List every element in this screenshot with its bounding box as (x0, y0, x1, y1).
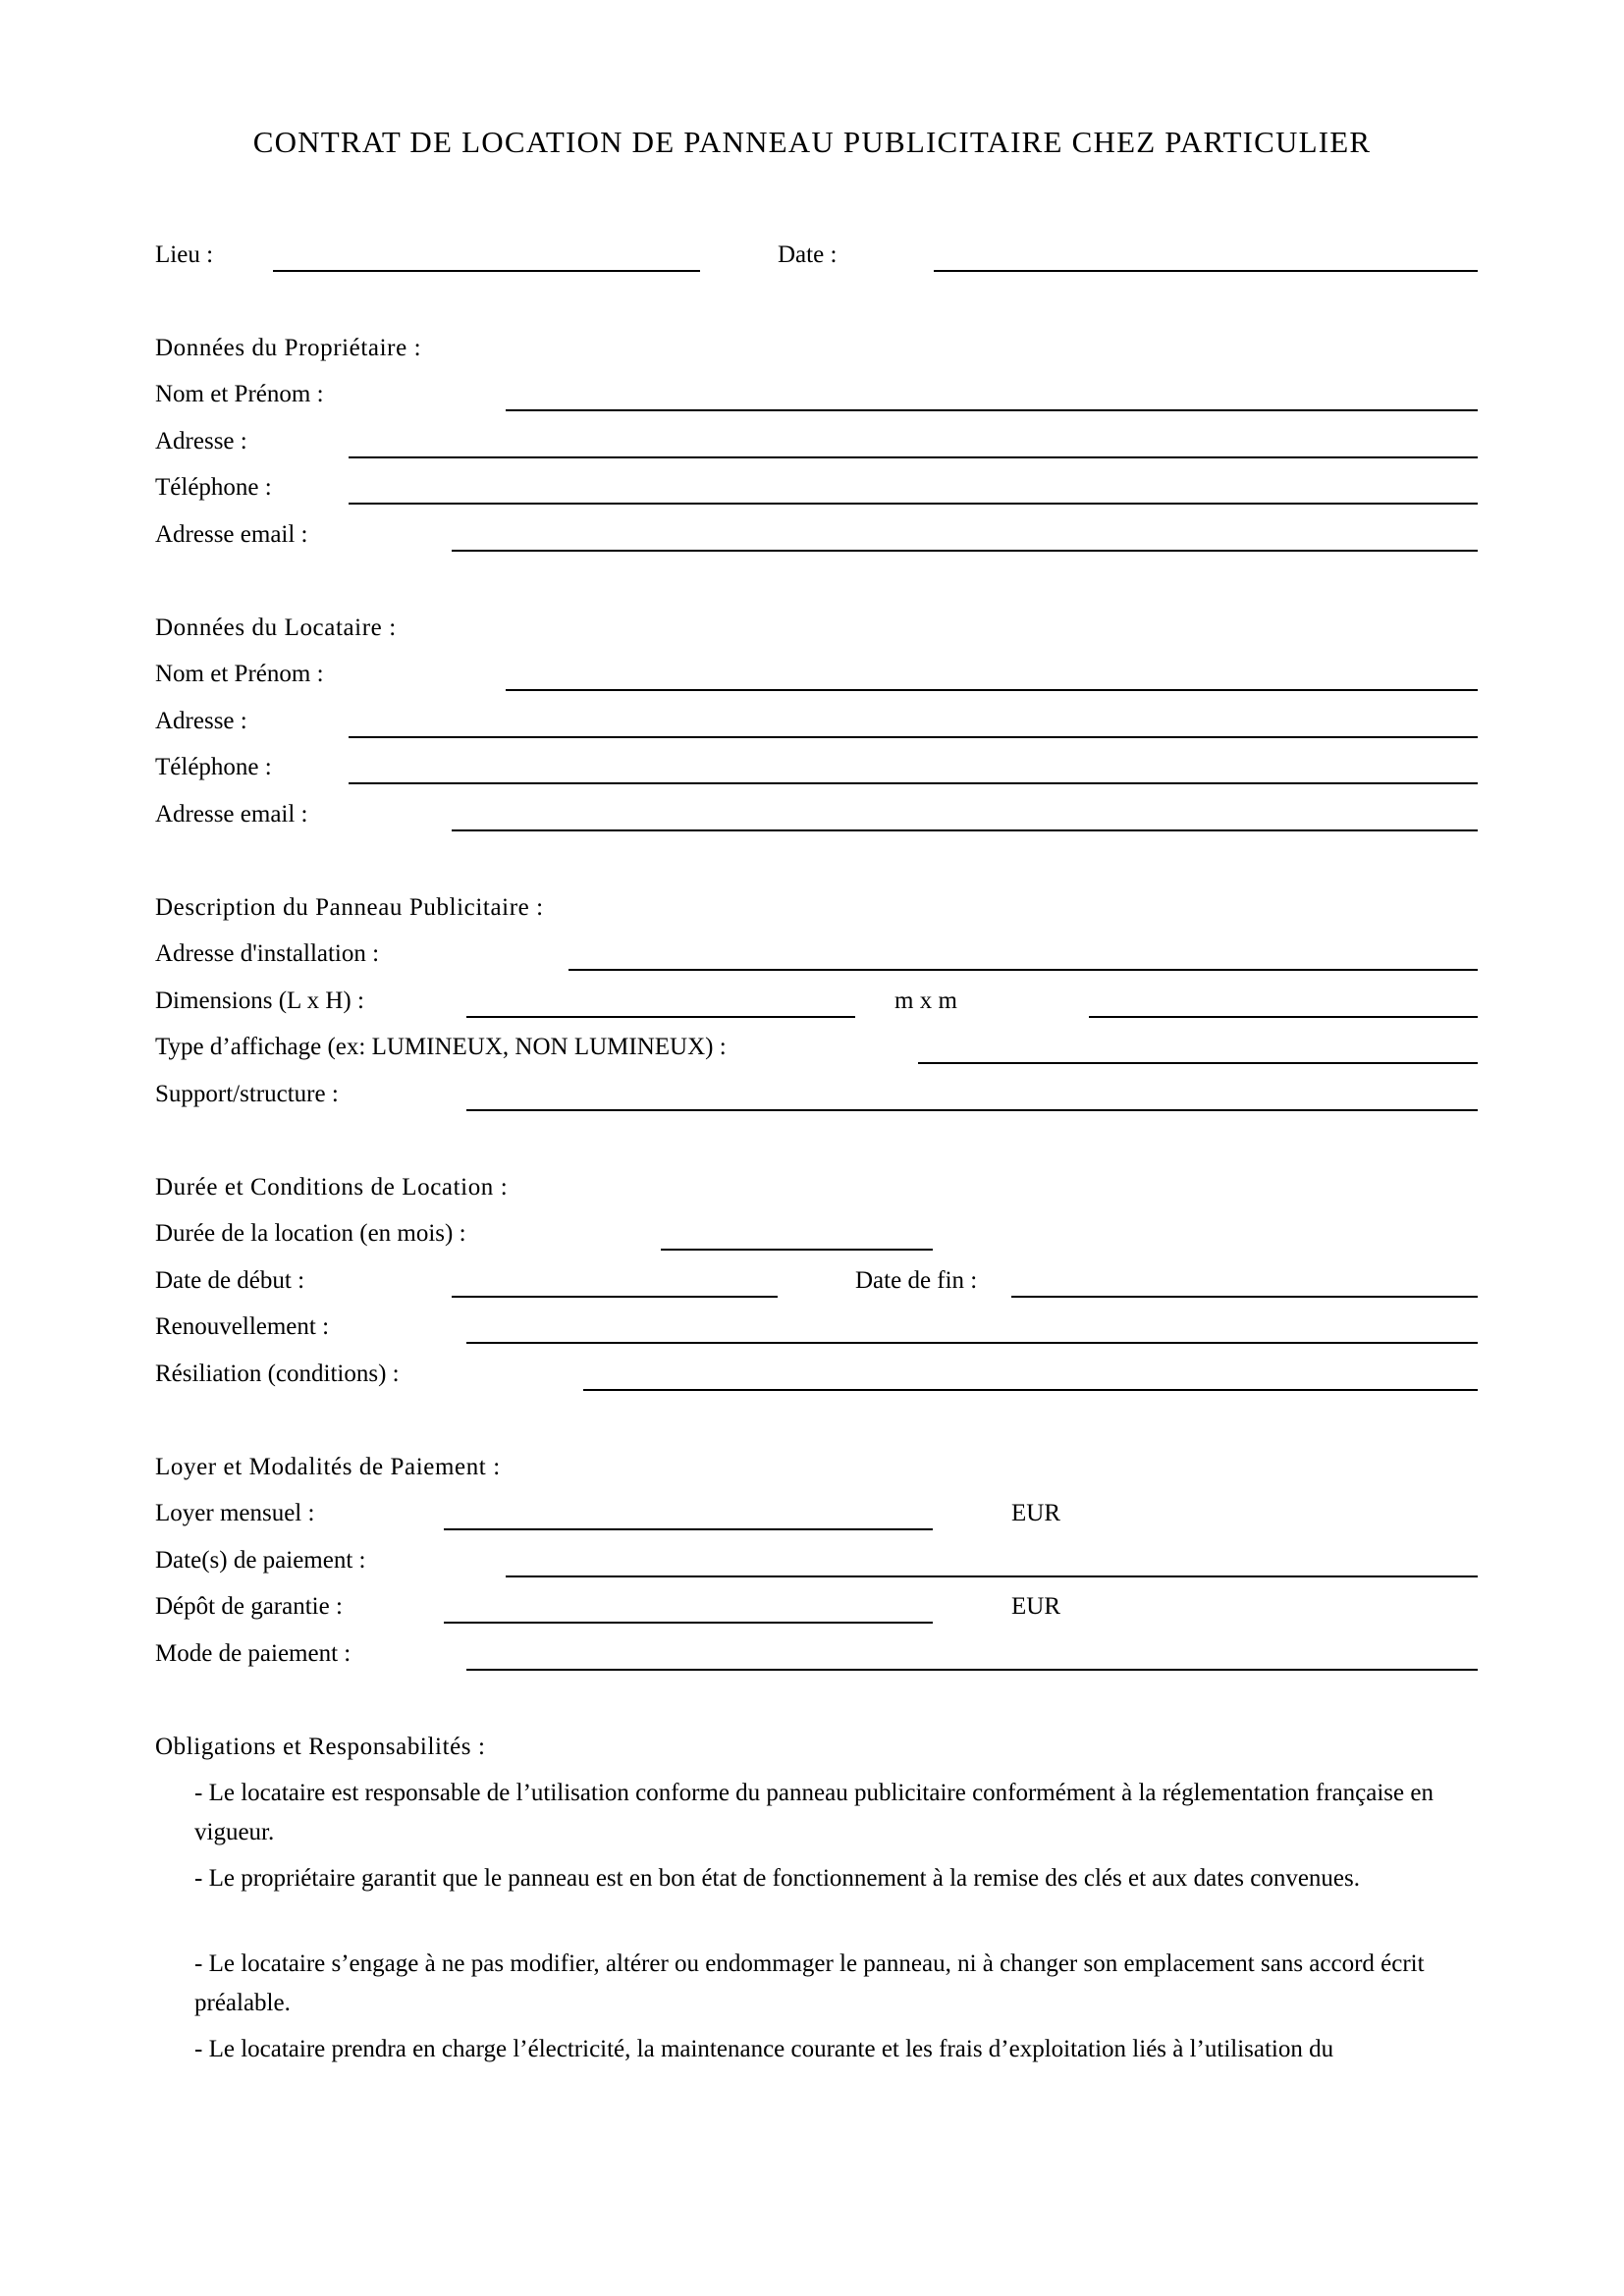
date-field[interactable] (934, 270, 1478, 272)
renouvellement-field[interactable] (466, 1342, 1478, 1344)
depot-garantie-field[interactable] (444, 1622, 933, 1624)
obligation-item: - Le locataire s’engage à ne pas modifier, altérer ou endommager le panneau, ni à changer son emplacement sans accord écrit préalable. (194, 1950, 1425, 2016)
panneau-hauteur-field[interactable] (1089, 1016, 1478, 1018)
loyer-heading: Loyer et Modalités de Paiement : (155, 1454, 501, 1480)
obligation-item: - Le propriétaire garantit que le panneau est en bon état de fonctionnement à la remise des clés et aux dates convenues. (194, 1865, 1361, 1892)
panneau-largeur-field[interactable] (466, 1016, 855, 1018)
locataire-adresse-field[interactable] (349, 736, 1478, 738)
panneau-dimensions-label: Dimensions (L x H) : (155, 988, 364, 1014)
proprietaire-nom-field[interactable] (506, 409, 1478, 411)
locataire-email-field[interactable] (452, 829, 1478, 831)
locataire-nom-label: Nom et Prénom : (155, 661, 324, 687)
dates-paiement-field[interactable] (506, 1575, 1478, 1577)
document-title: CONTRAT DE LOCATION DE PANNEAU PUBLICITAIRE CHEZ PARTICULIER (252, 125, 1372, 159)
mode-paiement-field[interactable] (466, 1669, 1478, 1671)
date-debut-label: Date de début : (155, 1267, 305, 1294)
loyer-mensuel-label: Loyer mensuel : (155, 1500, 315, 1526)
proprietaire-adresse-label: Adresse : (155, 428, 247, 454)
date-debut-field[interactable] (452, 1296, 778, 1298)
panneau-dimensions-unit: m x m (894, 988, 957, 1014)
panneau-heading: Description du Panneau Publicitaire : (155, 894, 544, 921)
panneau-adresse-label: Adresse d'installation : (155, 940, 380, 967)
obligations-heading: Obligations et Responsabilités : (155, 1734, 486, 1760)
duree-location-label: Durée de la location (en mois) : (155, 1220, 466, 1247)
locataire-heading: Données du Locataire : (155, 614, 397, 641)
resiliation-field[interactable] (583, 1389, 1478, 1391)
resiliation-label: Résiliation (conditions) : (155, 1361, 400, 1387)
proprietaire-heading: Données du Propriétaire : (155, 335, 422, 361)
date-fin-field[interactable] (1011, 1296, 1478, 1298)
locataire-nom-field[interactable] (506, 689, 1478, 691)
proprietaire-email-label: Adresse email : (155, 521, 308, 548)
proprietaire-telephone-field[interactable] (349, 503, 1478, 505)
locataire-adresse-label: Adresse : (155, 708, 247, 734)
panneau-support-label: Support/structure : (155, 1081, 339, 1107)
proprietaire-email-field[interactable] (452, 550, 1478, 552)
locataire-telephone-field[interactable] (349, 782, 1478, 784)
date-label: Date : (778, 241, 838, 268)
lieu-field[interactable] (273, 270, 700, 272)
proprietaire-nom-label: Nom et Prénom : (155, 381, 324, 407)
loyer-mensuel-currency: EUR (1011, 1500, 1060, 1526)
panneau-type-field[interactable] (918, 1062, 1478, 1064)
renouvellement-label: Renouvellement : (155, 1313, 330, 1340)
duree-location-field[interactable] (661, 1249, 933, 1251)
loyer-mensuel-field[interactable] (444, 1528, 933, 1530)
locataire-telephone-label: Téléphone : (155, 754, 272, 780)
proprietaire-adresse-field[interactable] (349, 456, 1478, 458)
panneau-support-field[interactable] (466, 1109, 1478, 1111)
obligation-item: - Le locataire prendra en charge l’électricité, la maintenance courante et les frais d’exploitation liés à l’utilisation du (194, 2036, 1334, 2062)
date-fin-label: Date de fin : (855, 1267, 978, 1294)
lieu-label: Lieu : (155, 241, 214, 268)
panneau-type-label: Type d’affichage (ex: LUMINEUX, NON LUMINEUX) : (155, 1034, 727, 1060)
proprietaire-telephone-label: Téléphone : (155, 474, 272, 501)
panneau-adresse-field[interactable] (568, 969, 1478, 971)
duree-heading: Durée et Conditions de Location : (155, 1174, 509, 1201)
mode-paiement-label: Mode de paiement : (155, 1640, 352, 1667)
locataire-email-label: Adresse email : (155, 801, 308, 828)
depot-garantie-label: Dépôt de garantie : (155, 1593, 343, 1620)
dates-paiement-label: Date(s) de paiement : (155, 1547, 366, 1574)
obligation-item: - Le locataire est responsable de l’utilisation conforme du panneau publicitaire conformément à la réglementation française en vigueur. (194, 1780, 1434, 1845)
depot-garantie-currency: EUR (1011, 1593, 1060, 1620)
